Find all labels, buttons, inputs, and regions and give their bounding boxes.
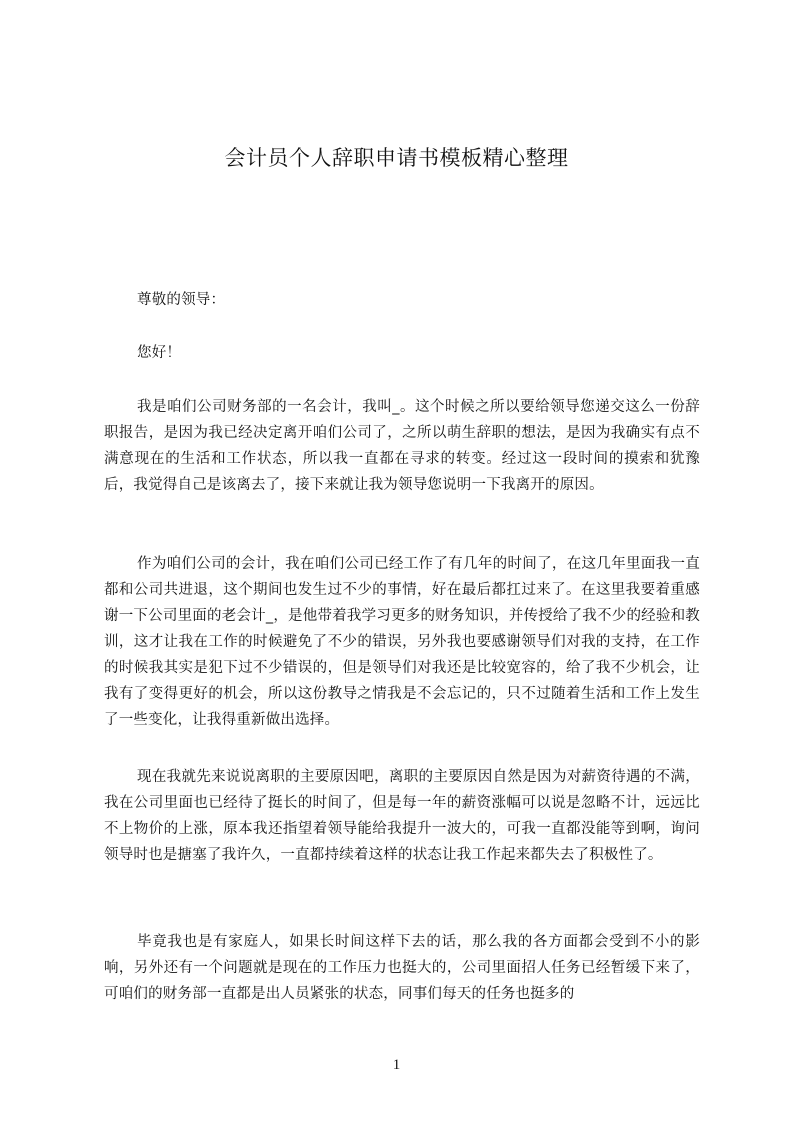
page-number: 1 [392,1057,401,1073]
document-title: 会计员个人辞职申请书模板精心整理 [224,146,569,170]
greeting: 您好！ [137,345,182,361]
body-paragraph-2: 作为咱们公司的会计，我在咱们公司已经工作了有几年的时间了，在这几年里面我一直都和公司共进退，这个期间也发生过不少的事情，好在最后都扛过来了。在这里我要着重感谢一下公司里面的老会计_，是他带着我学习更多的财务知识，并传授给了我不少的经验和教训，这才让我在工作的时候避免了不少的错误，另外我也要感谢领导们对我的支持，在工作的时候我其实是犯下过不少错误的，但是领导们对我还是比较宽容的，给了我不少机会，让我有了变得更好的机会，所以这份教导之情我是不会忘记的，只不过随着生活和工作上发生了一些变化，让我得重新做出选择。 [104,556,700,728]
body-paragraph-1: 我是咱们公司财务部的一名会计，我叫_。这个时候之所以要给领导您递交这么一份辞职报告，是因为我已经决定离开咱们公司了，之所以萌生辞职的想法，是因为我确实有点不满意现在的生活和工作状态，所以我一直都在寻求的转变。经过这一段时间的摸索和犹豫后，我觉得自己是该离去了，接下来就让我为领导您说明一下我离开的原因。 [104,399,700,493]
body-paragraph-3: 现在我就先来说说离职的主要原因吧，离职的主要原因自然是因为对薪资待遇的不满，我在公司里面也已经待了挺长的时间了，但是每一年的薪资涨幅可以说是忽略不计，远远比不上物价的上涨，原本我还指望着领导能给我提升一波大的，可我一直都没能等到啊，询问领导时也是搪塞了我许久，一直都持续着这样的状态让我工作起来都失去了积极性了。 [104,769,700,863]
body-paragraph-4: 毕竟我也是有家庭人，如果长时间这样下去的话，那么我的各方面都会受到不小的影响，另外还有一个问题就是现在的工作压力也挺大的，公司里面招人任务已经暂缓下来了，可咱们的财务部一直都是出人员紧张的状态，同事们每天的任务也挺多的 [104,934,700,1002]
salutation: 尊敬的领导： [137,292,226,308]
